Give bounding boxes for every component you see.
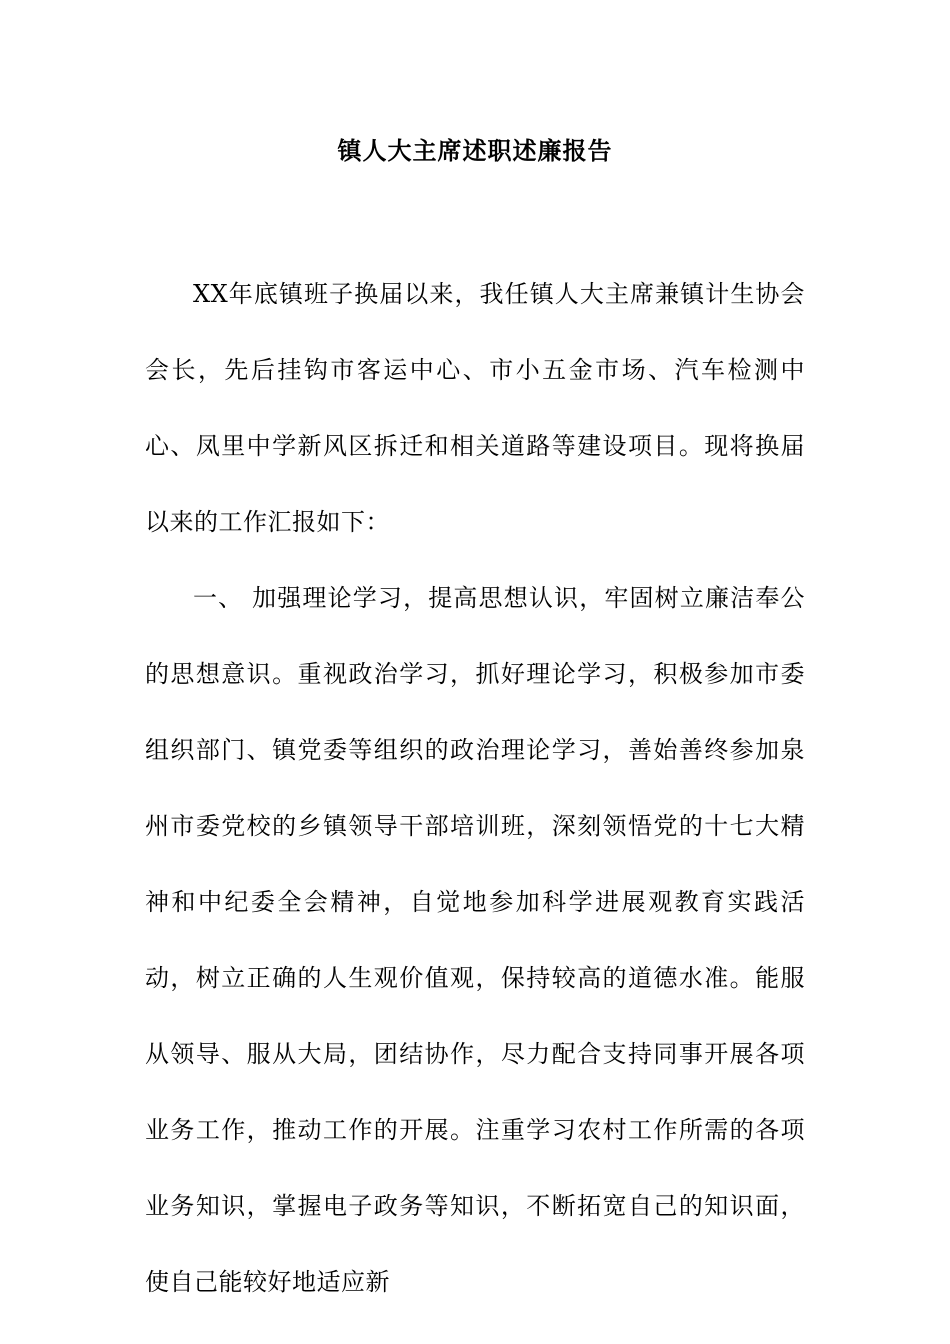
paragraph-intro: XX年底镇班子换届以来，我任镇人大主席兼镇计生协会会长，先后挂钩市客运中心、市小五金市场、汽车检测中心、凤里中学新风区拆迁和相关道路等建设项目。现将换届以来的工作汇报如下： <box>145 280 805 536</box>
document-body <box>145 256 805 1320</box>
document-title: 镇人大主席述职述廉报告 <box>337 136 613 165</box>
paragraph-section-one: 一、 加强理论学习，提高思想认识，牢固树立廉洁奉公的思想意识。重视政治学习，抓好理论学习，积极参加市委组织部门、镇党委等组织的政治理论学习，善始善终参加泉州市委党校的乡镇领导干部培训班，深刻领悟党的十七大精神和中纪委全会精神，自觉地参加科学进展观教育实践活动，树立正确的人生观价值观，保持较高的道德水准。能服从领导、服从大局，团结协作，尽力配合支持同事开展各项业务工作，推动工作的开展。注重学习农村工作所需的各项业务知识，掌握电子政务等知识，不断拓宽自己的知识面，使自己能较好地适应新 <box>145 584 805 1296</box>
